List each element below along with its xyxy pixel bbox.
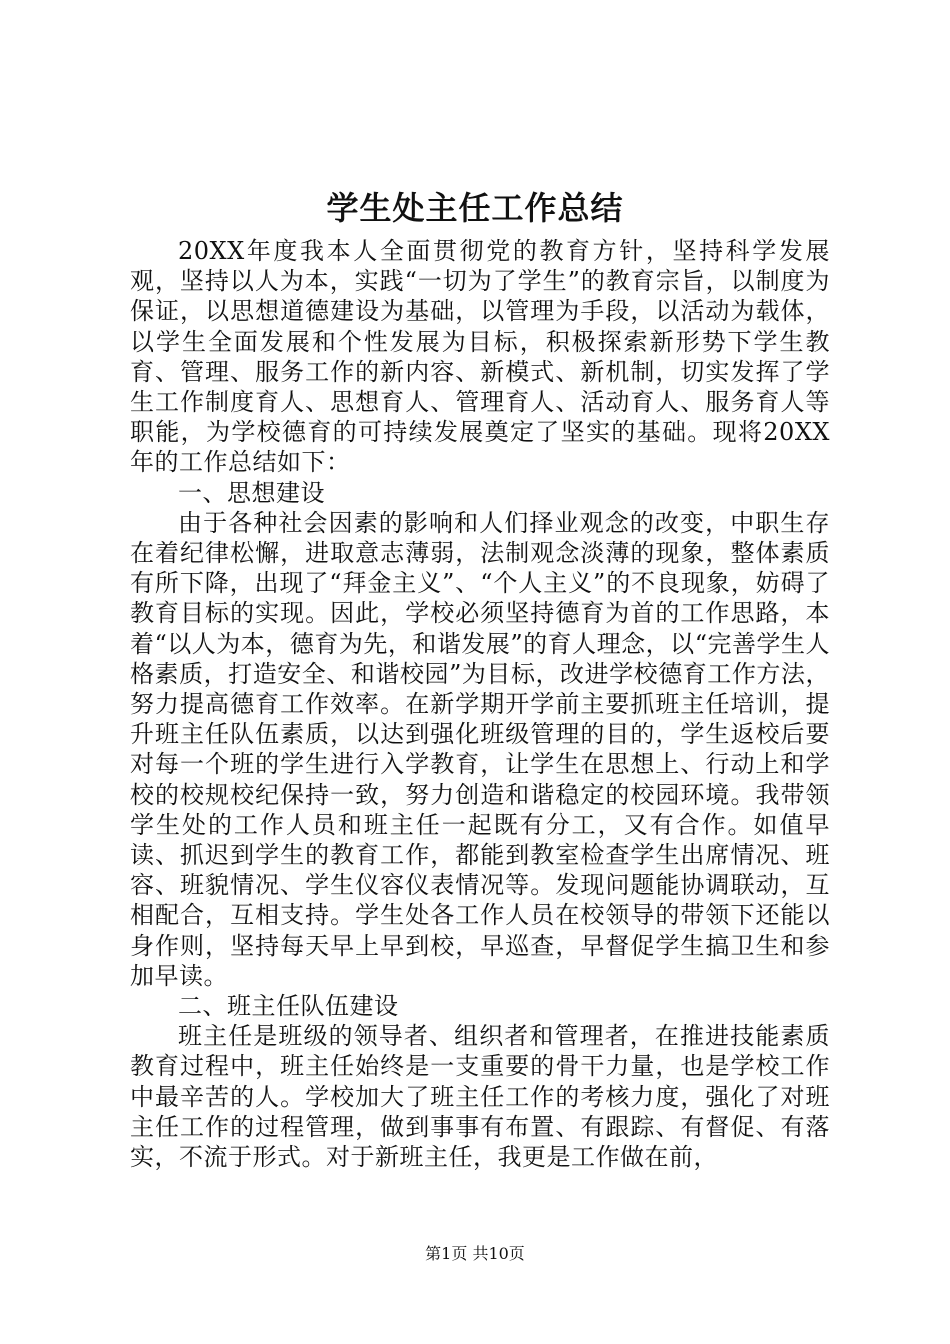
page-number-footer: 第1页 共10页 [425, 1244, 525, 1263]
section-paragraph-thought-building: 由于各种社会因素的影响和人们择业观念的改变，中职生存在着纪律松懈，进取意志薄弱，法制观念淡薄的现象，整体素质有所下降，出现了“拜金主义”、“个人主义”的不良现象，妨碍了教育目标的实现。因此，学校必须坚持德育为首的工作思路，本着“以人为本，德育为先，和谐发展”的育人理念，以“完善学生人格素质，打造安全、和谐校园”为目标，改进学校德育工作方法，努力提高德育工作效率。在新学期开学前主要抓班主任培训，提升班主任队伍素质，以达到强化班级管理的目的，学生返校后要对每一个班的学生进行入学教育，让学生在思想上、行动上和学校的校规校纪保持一致，努力创造和谐稳定的校园环境。我带领学生处的工作人员和班主任一起既有分工，又有合作。如值早读、抓迟到学生的教育工作，都能到教室检查学生出席情况、班容、班貌情况、学生仪容仪表情况等。发现问题能协调联动，互相配合，互相支持。学生处各工作人员在校领导的带领下还能以身作则，坚持每天早上早到校，早巡查，早督促学生搞卫生和参加早读。 [130, 508, 830, 990]
section-paragraph-head-teacher-team: 班主任是班级的领导者、组织者和管理者，在推进技能素质教育过程中，班主任始终是一支重要的骨干力量，也是学校工作中最辛苦的人。学校加大了班主任工作的考核力度，强化了对班主任工作的过程管理，做到事事有布置、有跟踪、有督促、有落实，不流于形式。对于新班主任，我更是工作做在前， [130, 1022, 830, 1172]
intro-paragraph: 20XX年度我本人全面贯彻党的教育方针，坚持科学发展观，坚持以人为本，实践“一切为了学生”的教育宗旨，以制度为保证，以思想道德建设为基础，以管理为手段，以活动为载体，以学生全面发展和个性发展为目标，积极探索新形势下学生教育、管理、服务工作的新内容、新模式、新机制，切实发挥了学生工作制度育人、思想育人、管理育人、活动育人、服务育人等职能，为学校德育的可持续发展奠定了坚实的基础。现将20XX年的工作总结如下： [130, 237, 830, 477]
document-body [130, 236, 830, 1172]
document-title: 学生处主任工作总结 [326, 189, 624, 227]
section-heading-head-teacher-team: 二、班主任队伍建设 [178, 992, 399, 1021]
section-heading-thought-building: 一、思想建设 [178, 478, 325, 507]
